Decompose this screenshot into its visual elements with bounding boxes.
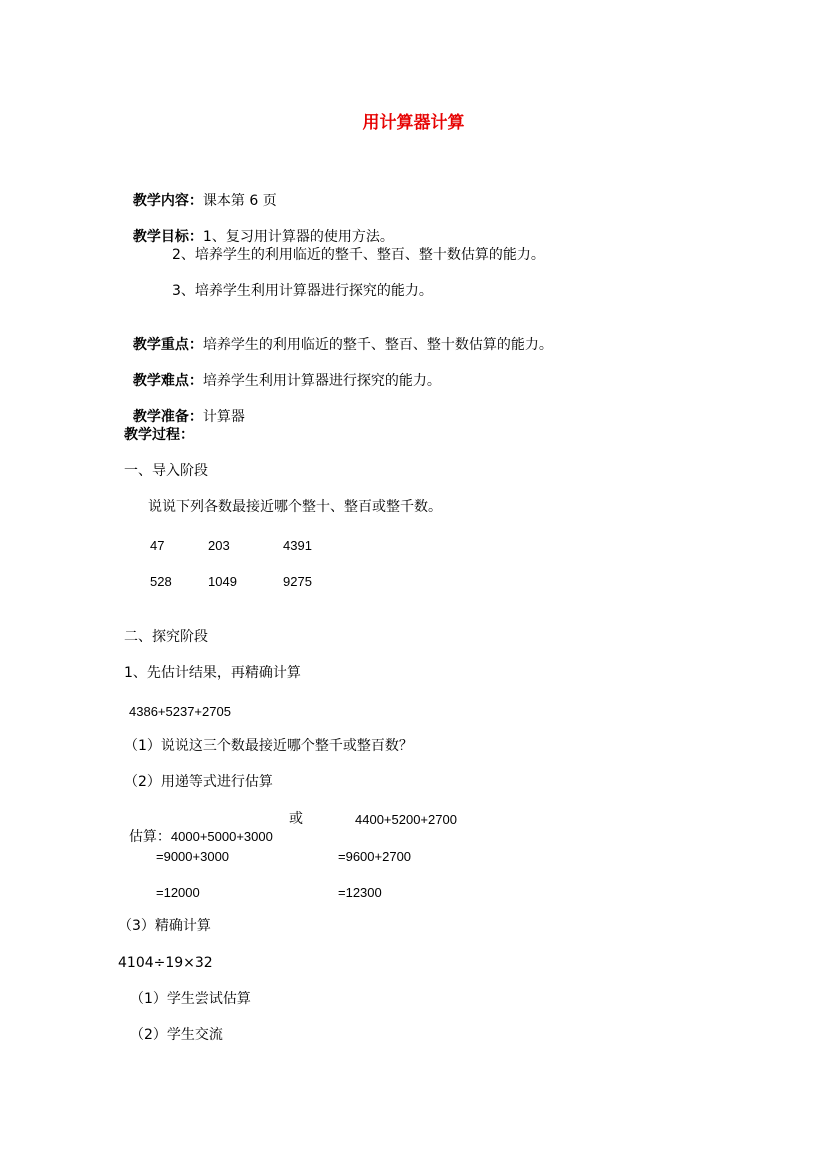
estimate-b-3: =12300 <box>338 885 382 900</box>
question-3: （3）精确计算 <box>118 918 211 934</box>
section1-prompt: 说说下列各数最接近哪个整十、整百或整千数。 <box>148 499 442 515</box>
or-word: 或 <box>289 811 303 827</box>
difficulty-label: 教学难点： <box>132 373 203 389</box>
goal-item-2: 2、培养学生的利用临近的整千、整百、整十数估算的能力。 <box>172 247 545 263</box>
key-point-text: 培养学生的利用临近的整千、整百、整十数估算的能力。 <box>202 337 553 353</box>
number-cell: 47 <box>150 538 165 553</box>
estimate-label: 估算： <box>128 829 171 845</box>
section2-heading: 二、探究阶段 <box>124 629 208 645</box>
process-label: 教学过程： <box>124 427 194 443</box>
preparation-row <box>124 390 245 426</box>
difficulty-text: 培养学生利用计算器进行探究的能力。 <box>202 373 441 389</box>
number-cell: 9275 <box>283 574 312 589</box>
expression-2: 4104÷19×32 <box>118 955 213 971</box>
page-title: 用计算器计算 <box>362 113 465 133</box>
step-discuss: （2）学生交流 <box>130 1027 223 1043</box>
question-2: （2）用递等式进行估算 <box>124 774 273 790</box>
section1-heading: 一、导入阶段 <box>124 463 208 479</box>
estimate-a-1: 4000+5000+3000 <box>170 829 273 844</box>
estimate-b-2: =9600+2700 <box>338 849 412 864</box>
difficulty-row <box>124 354 441 390</box>
goal-item-3: 3、培养学生利用计算器进行探究的能力。 <box>172 283 433 299</box>
expression-1: 4386+5237+2705 <box>129 704 231 719</box>
number-cell: 1049 <box>208 574 237 589</box>
content-label: 教学内容： <box>132 193 203 209</box>
number-cell: 203 <box>208 538 230 553</box>
goals-label: 教学目标： <box>132 229 203 245</box>
number-cell: 4391 <box>283 538 312 553</box>
estimate-row <box>120 810 273 846</box>
question-1: （1）说说这三个数最接近哪个整千或整百数？ <box>124 738 413 754</box>
number-cell: 528 <box>150 574 172 589</box>
estimate-a-2: =9000+3000 <box>156 849 230 864</box>
key-point-label: 教学重点： <box>132 337 203 353</box>
estimate-a-3: =12000 <box>156 885 200 900</box>
step-attempt: （1）学生尝试估算 <box>130 991 251 1007</box>
preparation-label: 教学准备： <box>132 409 203 425</box>
goal-item-1: 1、复习用计算器的使用方法。 <box>202 229 394 245</box>
step1-text: 1、先估计结果，再精确计算 <box>124 665 301 681</box>
key-point-row <box>124 318 553 354</box>
content-row <box>124 174 277 210</box>
estimate-b-1: 4400+5200+2700 <box>355 812 457 827</box>
goals-row <box>124 210 394 246</box>
preparation-text: 计算器 <box>202 409 245 425</box>
content-text: 课本第 6 页 <box>202 193 277 209</box>
